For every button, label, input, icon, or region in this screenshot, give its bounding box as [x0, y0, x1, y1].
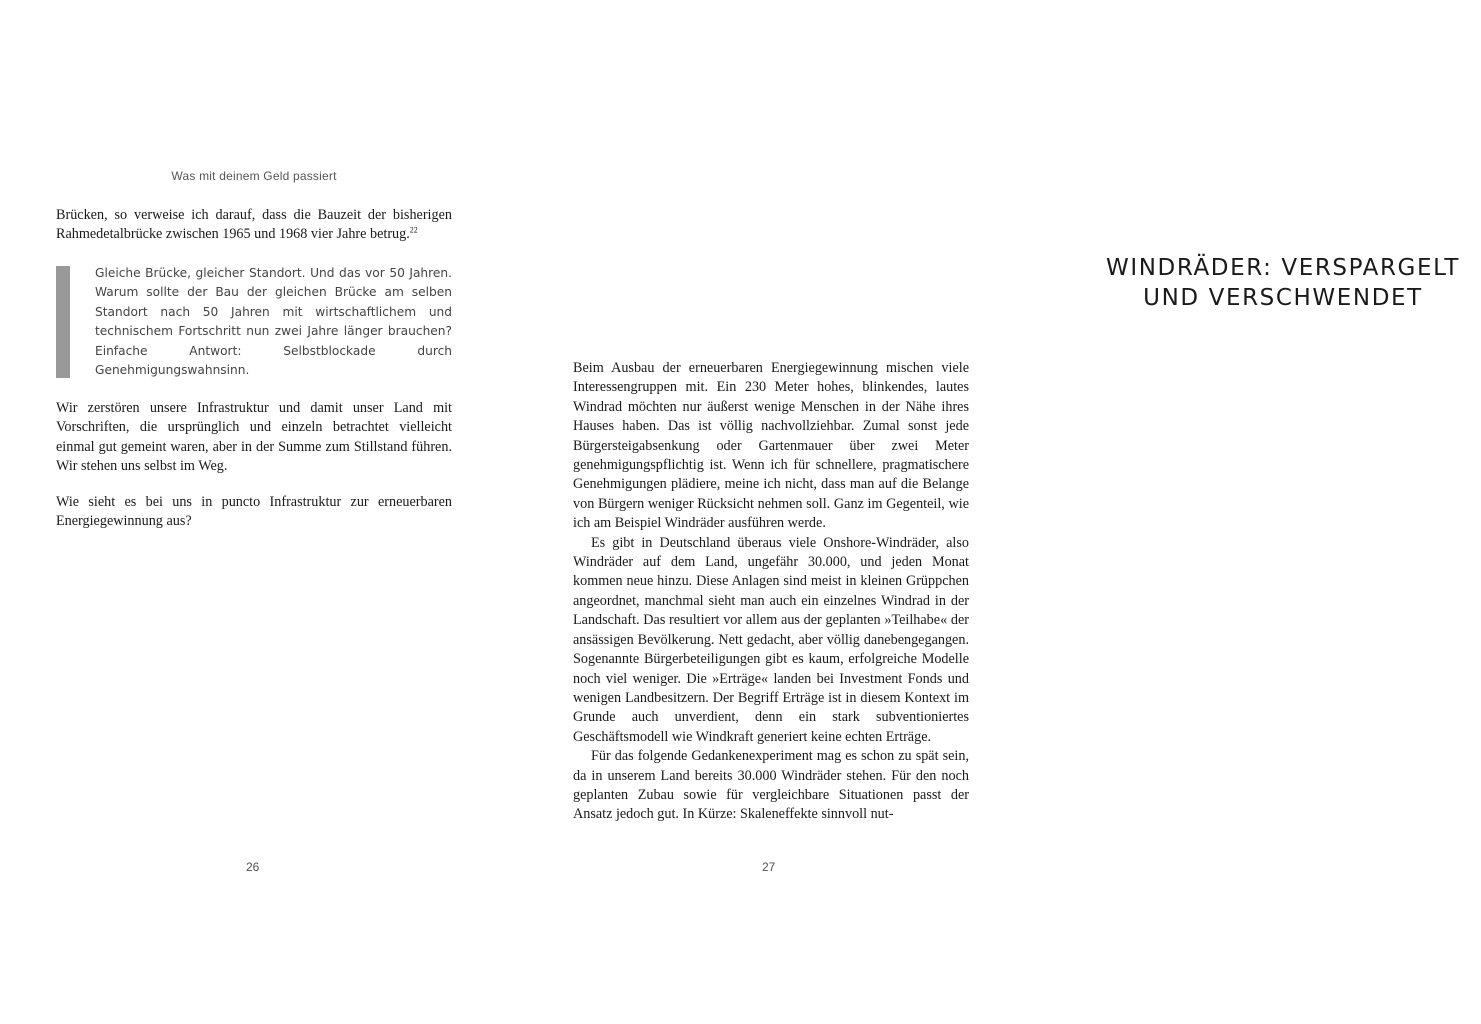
footnote-reference[interactable]: 22	[409, 225, 418, 235]
paragraph-text: Brücken, so verweise ich darauf, dass die Bauzeit der bisherigen Rahmedetalbrücke zwischen 1965 und 1968 vier Jahre betrug.	[56, 207, 452, 243]
paragraph: Wie sieht es bei uns in puncto Infrastruktur zur erneuerbaren Energiegewinnung aus?	[56, 494, 452, 530]
quote-text: Gleiche Brücke, gleicher Standort. Und das vor 50 Jahren. Warum sollte der Bau der gleichen Brücke am selben Standort nach 50 Jahren mit wirtschaftlichem und technischem Fortschritt nun zwei Jahre länger brauchen? Einfache Antwort: Selbstblockade durch Genehmigungswahnsinn.	[95, 266, 452, 378]
paragraph: Wir zerstören unsere Infrastruktur und damit unser Land mit Vorschriften, die ursprünglich und einzeln betrachtet vielleicht einmal gut gemeint waren, aber in der Summe zum Stillstand führen. Wir stehen uns selbst im Weg.	[56, 400, 452, 475]
blockquote	[56, 264, 452, 378]
page-number: 27	[762, 860, 776, 874]
left-page	[0, 0, 512, 1024]
paragraph	[56, 206, 452, 245]
paragraph: Es gibt in Deutschland überaus viele Onshore-Windräder, also Windräder auf dem Land, ungefähr 30.000, und jeden Monat kommen neue hinzu. Diese Anlagen sind meist in kleinen Grüppchen angeordnet, manchmal sieht man auch ein einzelnes Windrad in der Landschaft. Das resultiert vor allem aus der geplanten »Teilhabe« der ansässigen Bevölkerung. Nett gedacht, aber völlig danebengegangen. Sogenannte Bürgerbeteiligungen gibt es kaum, erfolgreiche Modelle noch viel weniger. Die »Erträge« landen bei Investment Fonds und wenigen Landbesitzern. Der Begriff Erträge ist in diesem Kontext im Grunde auch unverdient, denn ein stark subventioniertes Geschäftsmodell wie Windkraft generiert keine echten Erträge.	[573, 534, 969, 745]
chapter-title	[1085, 253, 1481, 313]
quote-bar	[56, 266, 70, 378]
paragraph: Für das folgende Gedankenexperiment mag es schon zu spät sein, da in unserem Land bereits 30.000 Windräder stehen. Für den noch geplanten Zubau sowie für vergleichbare Situationen passt der Ansatz jedoch gut. In Kürze: Skaleneffekte sinnvoll nut-	[573, 748, 969, 823]
page-number: 26	[246, 860, 260, 874]
chapter-title-line: UND VERSCHWENDET	[1143, 285, 1423, 311]
chapter-title-line: WINDRÄDER: VERSPARGELT	[1105, 255, 1460, 281]
paragraph: Beim Ausbau der erneuerbaren Energiegewinnung mischen viele Interessengruppen mit. Ein 230 Meter hohes, blinkendes, lautes Windrad möchten nur äußerst wenige Menschen in der Nähe ihres Hauses haben. Das ist völlig nachvollziehbar. Zumal sonst jede Bürgersteigabsenkung oder Gartenmauer über zwei Meter genehmigungspflichtig ist. Wenn ich für schnellere, pragmatischere Genehmigungen plädiere, meine ich nicht, dass man auf die Belange von Bürgern weniger Rücksicht nehmen soll. Ganz im Gegenteil, wie ich am Beispiel Windräder ausführen werde.	[573, 360, 969, 532]
running-head: Was mit deinem Geld passiert	[171, 169, 337, 183]
chapter-body	[573, 359, 969, 825]
